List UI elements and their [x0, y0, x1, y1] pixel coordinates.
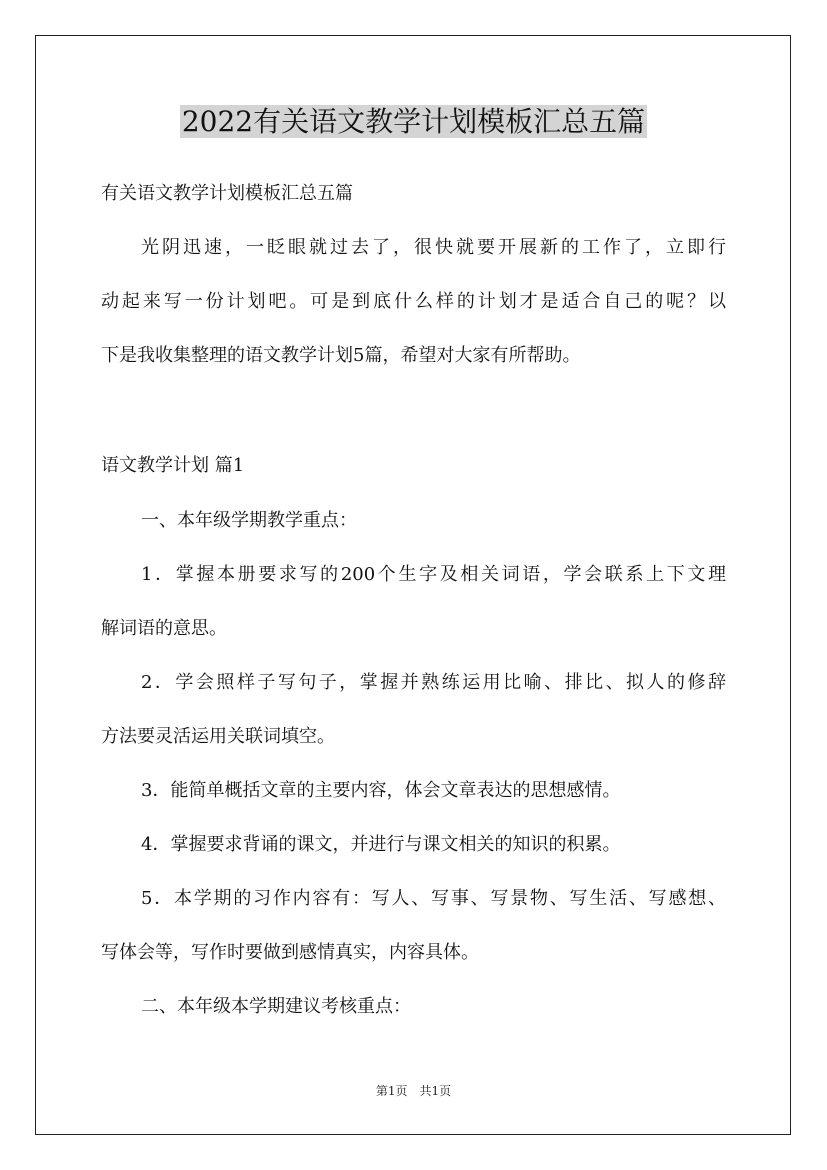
item5-line-2: 写体会等，写作时要做到感情真实，内容具体。 — [101, 942, 479, 963]
part2-heading: 二、本年级本学期建议考核重点： — [141, 996, 411, 1017]
part1-heading: 一、本年级学期教学重点： — [141, 510, 357, 531]
intro-line-2: 动起来写一份计划吧。可是到底什么样的计划才是适合自己的呢？以 — [101, 291, 726, 312]
item3: 3．能简单概括文章的主要内容，体会文章表达的思想感情。 — [141, 780, 621, 801]
intro-line-1: 光阴迅速，一眨眼就过去了，很快就要开展新的工作了，立即行 — [141, 237, 726, 258]
item1-line-1: 1．掌握本册要求写的200个生字及相关词语，学会联系上下文理 — [141, 564, 726, 585]
item2-line-1: 2．学会照样子写句子，掌握并熟练运用比喻、排比、拟人的修辞 — [141, 672, 726, 693]
document-title-text: 2022有关语文教学计划模板汇总五篇 — [181, 105, 646, 138]
item5-line-1: 5．本学期的习作内容有：写人、写事、写景物、写生活、写感想、 — [141, 888, 726, 909]
page-footer: 第1页 共1页 — [375, 1084, 452, 1098]
section-heading: 语文教学计划 篇1 — [101, 455, 245, 476]
item1-line-2: 解词语的意思。 — [101, 618, 227, 639]
item2-line-2: 方法要灵活运用关联词填空。 — [101, 726, 335, 747]
item4: 4．掌握要求背诵的课文，并进行与课文相关的知识的积累。 — [141, 834, 621, 855]
intro-line-3: 下是我收集整理的语文教学计划5篇，希望对大家有所帮助。 — [101, 345, 581, 366]
document-subtitle: 有关语文教学计划模板汇总五篇 — [101, 183, 353, 204]
document-title — [0, 100, 827, 144]
